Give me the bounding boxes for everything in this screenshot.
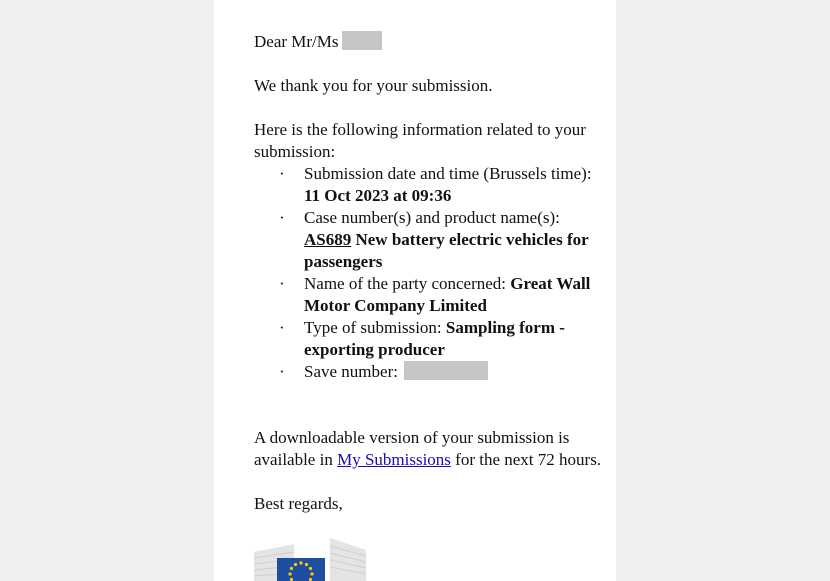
item-label: Case number(s) and product name(s): xyxy=(304,208,560,227)
greeting-line xyxy=(254,31,604,53)
item-label: Save number: xyxy=(304,362,403,381)
email-body xyxy=(254,31,604,515)
item-label: Type of submission: xyxy=(304,318,446,337)
bullet-icon: · xyxy=(279,164,285,183)
party-concerned-value: Great Wall Motor Company Limited xyxy=(304,274,591,315)
download-notice xyxy=(254,427,604,471)
info-intro: Here is the following information related to your submission: xyxy=(254,120,586,161)
submission-date-value: 11 Oct 2023 at 09:36 xyxy=(304,186,452,205)
list-item-save-number xyxy=(254,361,604,383)
download-text-before: A downloadable version of your submission is available in xyxy=(254,428,570,469)
list-item-submission-type xyxy=(254,317,604,361)
item-label: Submission date and time (Brussels time): xyxy=(304,164,592,183)
download-text-after: for the next 72 hours. xyxy=(450,450,602,469)
bullet-icon: · xyxy=(279,362,285,381)
list-item-submission-date xyxy=(254,163,604,207)
bullet-icon: · xyxy=(279,208,285,227)
item-label: Name of the party concerned: xyxy=(304,274,511,293)
list-item-case-number xyxy=(254,207,604,273)
closing-line: Best regards, xyxy=(254,494,343,513)
email-page xyxy=(214,0,616,581)
eu-commission-logo xyxy=(254,538,366,581)
list-item-party-concerned xyxy=(254,273,604,317)
redacted-save-number xyxy=(404,361,488,380)
product-name-value: New battery electric vehicles for passengers xyxy=(304,230,589,271)
thanks-line: We thank you for your submission. xyxy=(254,76,493,95)
case-number-code: AS689 xyxy=(304,230,352,249)
bullet-icon: · xyxy=(279,318,285,337)
submission-type-value: Sampling form - exporting producer xyxy=(304,318,565,359)
my-submissions-link[interactable]: My Submissions xyxy=(337,450,451,469)
submission-details-list xyxy=(254,163,604,383)
greeting-text: Dear Mr/Ms xyxy=(254,32,339,51)
bullet-icon: · xyxy=(279,274,285,293)
redacted-recipient-name xyxy=(342,31,382,50)
